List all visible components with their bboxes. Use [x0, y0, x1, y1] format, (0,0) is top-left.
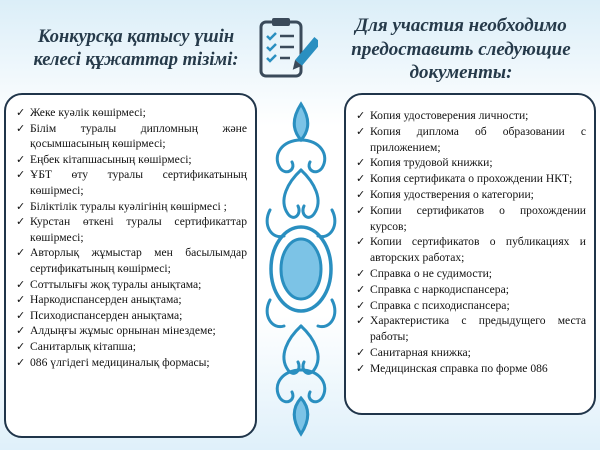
document-item: ✓ Авторлық жұмыстар мен басылымдар сертификатының көшірмесі; [16, 245, 247, 276]
document-item: ✓ 086 үлгідегі медициналық формасы; [16, 355, 247, 371]
document-item: ✓ Еңбек кітапшасының көшірмесі; [16, 152, 247, 168]
ornament-decoration [262, 100, 340, 438]
document-item: ✓ ҰБТ өту туралы сертификатының көшірмесі; [16, 167, 247, 198]
document-item: ✓ Соттылығы жоқ туралы анықтама; [16, 277, 247, 293]
checklist-pencil-icon [256, 16, 318, 82]
document-item: ✓ Медицинская справка по форме 086 [356, 361, 586, 377]
document-item: ✓ Справка с наркодиспансера; [356, 282, 586, 298]
right-document-list [356, 108, 586, 377]
document-item: ✓ Копии сертификатов о публикациях и авторских работах; [356, 234, 586, 266]
document-item: ✓ Справка о не судимости; [356, 266, 586, 282]
document-item: ✓ Жеке куәлік көшірмесі; [16, 105, 247, 121]
document-item: ✓ Біліктілік туралы куәлігінің көшірмесі ; [16, 199, 247, 215]
document-item: ✓ Копия диплома об образовании с приложением; [356, 124, 586, 156]
document-item: ✓ Наркодиспансерден анықтама; [16, 292, 247, 308]
right-title: Для участия необходимо предоставить следующие документы: [351, 15, 571, 83]
document-item: ✓ Алдыңғы жұмыс орнынан мінездеме; [16, 323, 247, 339]
document-item: ✓ Санитарная книжка; [356, 345, 586, 361]
right-document-panel [344, 93, 596, 415]
document-item: ✓ Санитарлық кітапша; [16, 339, 247, 355]
document-item: ✓ Психодиспансерден анықтама; [16, 308, 247, 324]
document-item: ✓ Білім туралы дипломның және қосымшасының көшірмесі; [16, 121, 247, 152]
document-item: ✓ Копия сертификата о прохождении НКТ; [356, 171, 586, 187]
document-item: ✓ Справка с психодиспансера; [356, 298, 586, 314]
left-document-panel [4, 93, 257, 438]
document-item: ✓ Копия удостоверения личности; [356, 108, 586, 124]
document-item: ✓ Копия трудовой книжки; [356, 155, 586, 171]
document-item: ✓ Копия удостверения о категории; [356, 187, 586, 203]
document-item: ✓ Характеристика с предыдущего места работы; [356, 313, 586, 345]
left-title: Конкурсқа қатысу үшін келесі құжаттар тізімі: [33, 27, 239, 70]
left-document-list [16, 105, 247, 370]
document-item: ✓ Копии сертификатов о прохождении курсов; [356, 203, 586, 235]
document-item: ✓ Курстан өткені туралы сертификаттар көшірмесі; [16, 214, 247, 245]
